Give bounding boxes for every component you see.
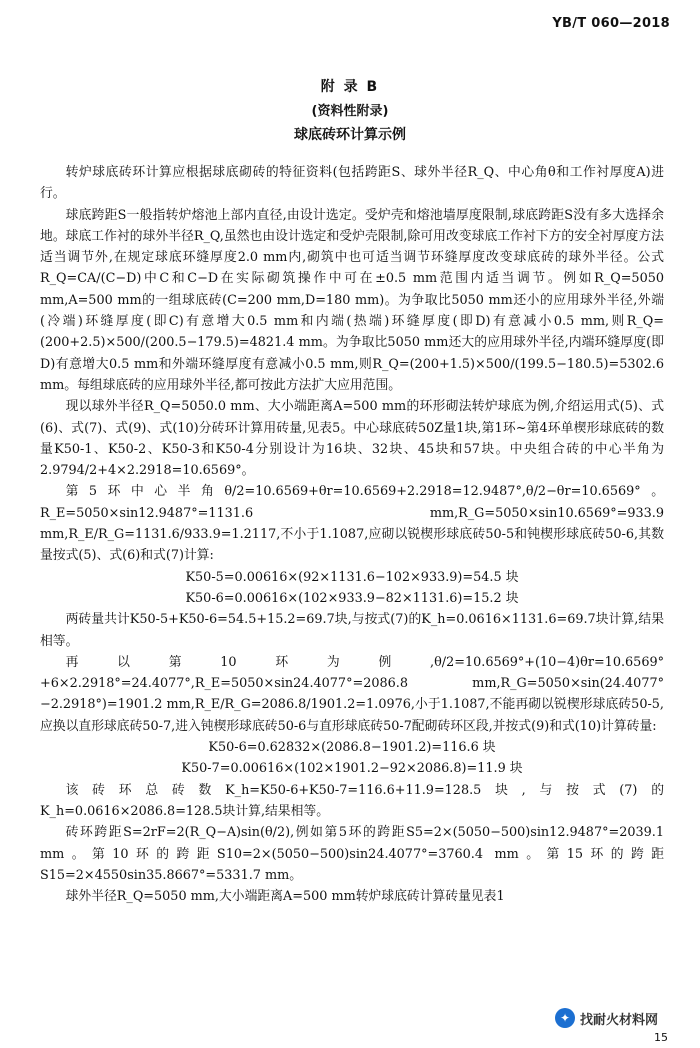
paragraph: 球底跨距S一般指转炉熔池上部内直径,由设计选定。受炉壳和熔池墙厚度限制,球底跨距S没有多大选择余地。球底工作衬的球外半径R_Q,虽然也由设计选定和受炉壳限制,除可用改变球底工作衬下方的安全衬厚度方法适当调节外,在规定球底环缝厚度2.0 mm内,砌筑中也可适当调节环缝厚度改变球底砖的球外半径。公式R_Q=CA/(C−D)中C和C−D在实际砌筑操作中可在±0.5 mm范围内适当调节。例如R_Q=5050 mm,A=500 mm的一组球底砖(C=200 mm,D=180 mm)。为争取比5050 mm还小的应用球外半径,外端(冷端)环缝厚度(即C)有意增大0.5 mm和内端(热端)环缝厚度(即D)有意减小0.5 mm,则R_Q=(200+2.5)×500/(200.5−179.5)=4821.4 mm。为争取比5050 mm还大的应用球外半径,内端环缝厚度(即D)有意增大0.5 mm和外端环缝厚度有意减小0.5 mm,则R_Q=(200+1.5)×500/(199.5−180.5)=5302.6 mm。每组球底砖的应用球外半径,都可按此方法扩大应用范围。 xyxy=(40,207,664,393)
page-number: 15 xyxy=(654,1031,668,1044)
body-text xyxy=(40,162,664,907)
standard-code: YB/T 060—2018 xyxy=(552,16,670,31)
formula: K50-6=0.00616×(102×933.9−82×1131.6)=15.2 块 xyxy=(185,590,519,606)
paragraph: 砖环跨距S=2rF=2(R_Q−A)sin(θ/2),例如第5环的跨距S5=2×(5050−500)sin12.9487°=2039.1 mm。第10环的跨距S10=2×(5050−500)sin24.4077°=3760.4 mm。第15环的跨距S15=2×4550sin35.8667°=5331.7 mm。 xyxy=(40,825,664,883)
watermark-text: 找耐火材料网 xyxy=(579,1012,658,1028)
formula: K50-6=0.62832×(2086.8−1901.2)=116.6 块 xyxy=(208,740,496,756)
flame-icon: ✦ xyxy=(555,1008,575,1028)
paragraph: 该砖环总砖数K_h=K50-6+K50-7=116.6+11.9=128.5块,与按式(7)的K_h=0.0616×2086.8=128.5块计算,结果相等。 xyxy=(40,782,664,819)
formula: K50-5=0.00616×(92×1131.6−102×933.9)=54.5 块 xyxy=(185,569,519,585)
paragraph: 球外半径R_Q=5050 mm,大小端距离A=500 mm转炉球底砖计算砖量见表1 xyxy=(65,889,505,905)
paragraph: 第5环中心半角θ/2=10.6569+θr=10.6569+2.2918=12.9487°,θ/2−θr=10.6569°。R_E=5050×sin12.9487°=1131.6 mm,R_G=5050×sin10.6569°=933.9 mm,R_E/R_G=1131.6/933.9=1.2117,不小于1.1087,应砌以锐楔形球底砖50-5和钝楔形球底砖50-6,其数量按式(5)、式(6)和式(7)计算: xyxy=(40,484,664,564)
appendix-heading: 附 录 B xyxy=(320,79,380,95)
paragraph: 现以球外半径R_Q=5050.0 mm、大小端距离A=500 mm的环形砌法转炉球底为例,介绍运用式(5)、式(6)、式(7)、式(9)、式(10)分砖环计算用砖量,见表5。中心球底砖50Z量1块,第1环~第4环单楔形球底砖的数量K50-1、K50-2、K50-3和K50-4分别设计为16块、32块、45块和57块。中央组合砖的中心半角为2.9794/2+4×2.2918=10.6569°。 xyxy=(40,399,665,479)
formula: K50-7=0.00616×(102×1901.2−92×2086.8)=11.9 块 xyxy=(181,761,523,777)
watermark xyxy=(555,1008,658,1028)
paragraph: 转炉球底砖环计算应根据球底砌砖的特征资料(包括跨距S、球外半径R_Q、中心角θ和工作衬厚度A)进行。 xyxy=(40,165,664,202)
paragraph: 再以第10环为例,θ/2=10.6569°+(10−4)θr=10.6569°+6×2.2918°=24.4077°,R_E=5050×sin24.4077°=2086.8 mm,R_G=5050×sin(24.4077°−2.2918°)=1901.2 mm,R_E/R_G=2086.8/1901.2=1.0976,小于1.1087,不能再砌以锐楔形球底砖50-5,应换以直形球底砖50-7,进入钝楔形球底砖50-6与直形球底砖50-7配砌砖环区段,并按式(9)和式(10)计算砖量: xyxy=(40,654,664,734)
paragraph: 两砖量共计K50-5+K50-6=54.5+15.2=69.7块,与按式(7)的K_h=0.0616×1131.6=69.7块计算,结果相等。 xyxy=(40,612,664,649)
appendix-nature: (资料性附录) xyxy=(311,104,389,119)
appendix-title: 球底砖环计算示例 xyxy=(294,127,406,143)
